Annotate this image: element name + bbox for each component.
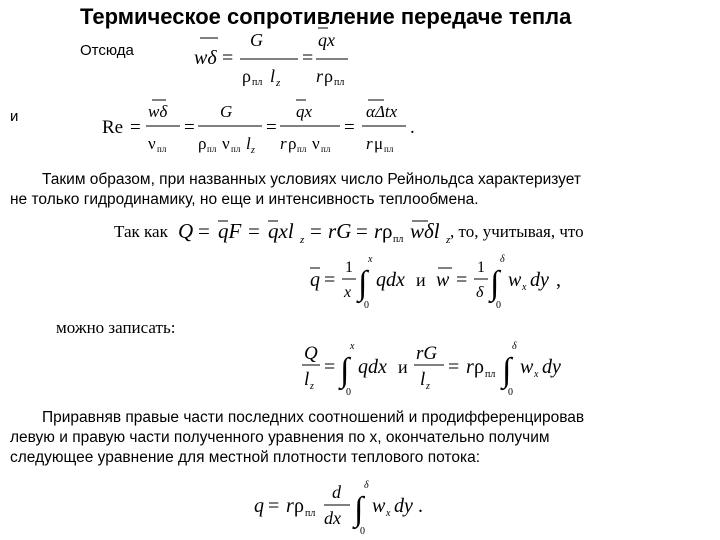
svg-text:x: x — [522, 282, 527, 293]
svg-text:Q: Q — [304, 343, 318, 364]
svg-text:ν: ν — [222, 134, 230, 153]
svg-text:dy: dy — [530, 269, 549, 291]
svg-text:wδl: wδl — [410, 219, 440, 243]
svg-text:=: = — [198, 219, 210, 243]
svg-text:ν: ν — [148, 134, 156, 153]
svg-text:ν: ν — [312, 134, 320, 153]
svg-text:z: z — [276, 77, 281, 89]
svg-text:dy: dy — [394, 495, 413, 517]
svg-text:G: G — [250, 30, 263, 50]
svg-text:δ: δ — [512, 341, 517, 352]
svg-text:=: = — [222, 47, 234, 69]
svg-text:=: = — [268, 495, 280, 517]
svg-text:qx: qx — [318, 30, 335, 50]
svg-text:0: 0 — [508, 387, 513, 398]
svg-text:z: z — [446, 234, 451, 246]
svg-text:пл: пл — [384, 144, 394, 154]
svg-text:ρ: ρ — [474, 356, 484, 378]
svg-text:δ: δ — [500, 254, 505, 265]
svg-text:Q: Q — [178, 219, 194, 243]
svg-text:∫: ∫ — [340, 352, 350, 389]
paragraph-2-line-2: левую и правую части полученного уравнения по x, окончательно получим — [10, 429, 550, 446]
svg-text:ρ: ρ — [288, 134, 297, 153]
svg-text:ρ: ρ — [294, 495, 304, 517]
svg-text:x: x — [534, 369, 539, 380]
svg-text:и: и — [398, 357, 408, 377]
svg-text:μ: μ — [374, 134, 384, 153]
svg-text:q: q — [310, 269, 320, 291]
svg-text:=: = — [344, 117, 355, 138]
formula-2 — [100, 95, 430, 161]
svg-text:z: z — [251, 145, 255, 156]
svg-text:qF: qF — [218, 219, 242, 243]
slide-title: Термическое сопротивление передаче тепла — [80, 4, 572, 29]
paragraph-2 — [10, 408, 715, 468]
svg-text:qdx: qdx — [358, 356, 387, 378]
label-i: и — [10, 108, 19, 125]
paragraph-1-line-1: Таким образом, при названных условиях число Рейнольдса характеризует — [42, 171, 581, 188]
paragraph-2-line-3: следующее уравнение для местной плотности теплового потока: — [10, 449, 481, 466]
svg-text:=: = — [266, 117, 277, 138]
svg-text:=: = — [448, 356, 460, 378]
svg-text:∫: ∫ — [502, 352, 512, 389]
svg-text:0: 0 — [364, 300, 369, 311]
svg-text:dx: dx — [324, 508, 341, 528]
paragraph-1-line-2: не только гидродинамику, но еще и интенсивность теплообмена. — [10, 191, 479, 208]
formula-6 — [250, 476, 460, 540]
svg-text:r: r — [286, 495, 294, 517]
svg-text:.: . — [410, 117, 415, 138]
svg-text:ρ: ρ — [324, 66, 333, 86]
svg-text:=: = — [456, 269, 468, 291]
svg-text:l: l — [304, 369, 310, 390]
svg-text:x: x — [386, 508, 391, 519]
svg-text:Re: Re — [102, 117, 124, 138]
svg-text:пл: пл — [334, 77, 345, 88]
svg-text:wδ: wδ — [194, 47, 217, 69]
svg-text:0: 0 — [360, 526, 365, 537]
svg-text:пл: пл — [207, 144, 217, 154]
svg-text:1: 1 — [477, 259, 485, 276]
svg-text:qdx: qdx — [376, 269, 405, 291]
svg-text:ρ: ρ — [198, 134, 207, 153]
svg-text:qxl: qxl — [268, 219, 294, 243]
svg-text:w: w — [372, 495, 386, 517]
svg-text:r: r — [466, 356, 474, 378]
svg-text:r: r — [366, 134, 373, 153]
formula-5 — [298, 335, 578, 399]
svg-text:=: = — [356, 219, 368, 243]
svg-text:=: = — [302, 47, 314, 69]
svg-text:z: z — [426, 381, 430, 392]
svg-text:пл: пл — [321, 144, 331, 154]
svg-text:wδ: wδ — [148, 102, 168, 121]
svg-text:l: l — [270, 66, 276, 86]
svg-text:qx: qx — [296, 102, 313, 121]
svg-text:δ: δ — [476, 284, 484, 301]
svg-text:∫: ∫ — [354, 491, 364, 528]
svg-text:∫: ∫ — [358, 265, 368, 302]
svg-text:пл: пл — [297, 144, 307, 154]
svg-text:=: = — [310, 219, 322, 243]
svg-text:пл: пл — [231, 144, 241, 154]
svg-text:x: x — [350, 341, 355, 352]
svg-text:0: 0 — [346, 387, 351, 398]
svg-text:G: G — [220, 102, 233, 121]
svg-text:rG: rG — [328, 219, 352, 243]
svg-text:=: = — [130, 117, 141, 138]
svg-text:αΔtx: αΔtx — [366, 102, 398, 121]
svg-text:1: 1 — [345, 259, 353, 276]
svg-text:r: r — [316, 66, 324, 86]
label-otsyuda: Отсюда — [80, 42, 134, 59]
svg-text:=: = — [184, 117, 195, 138]
svg-text:x: x — [344, 284, 352, 301]
svg-text:пл: пл — [393, 234, 404, 245]
svg-text:d: d — [332, 482, 341, 502]
paragraph-2-line-1: Приравняв правые части последних соотношений и продифференцировав — [42, 409, 585, 426]
svg-text:z: z — [300, 234, 305, 246]
svg-text:w: w — [508, 269, 522, 291]
svg-text:rG: rG — [416, 343, 438, 364]
svg-text:x: x — [368, 254, 373, 265]
svg-text:r: r — [280, 134, 287, 153]
svg-text:и: и — [416, 270, 426, 290]
svg-text:l: l — [246, 134, 251, 153]
svg-text:l: l — [420, 369, 426, 390]
svg-text:w: w — [520, 356, 534, 378]
svg-text:r: r — [374, 219, 383, 243]
svg-text:пл: пл — [305, 508, 316, 519]
svg-text:пл: пл — [485, 369, 496, 380]
svg-text:,: , — [556, 269, 561, 291]
svg-text:dy: dy — [542, 356, 561, 378]
formula-4 — [300, 250, 570, 314]
svg-text:∫: ∫ — [490, 265, 500, 302]
svg-text:.: . — [418, 495, 423, 517]
tak-kak-label: Так как — [114, 222, 168, 241]
mozhno-zapisat-label: можно записать: — [56, 318, 176, 337]
svg-text:w: w — [436, 269, 450, 291]
svg-text:=: = — [248, 219, 260, 243]
paragraph-1 — [10, 170, 715, 210]
svg-text:0: 0 — [496, 300, 501, 311]
svg-text:пл: пл — [252, 77, 263, 88]
formula-3 — [176, 212, 466, 248]
svg-text:ρ: ρ — [242, 66, 251, 86]
svg-text:=: = — [324, 269, 336, 291]
svg-text:δ: δ — [364, 480, 369, 491]
to-uchityvaya-label: , то, учитывая, что — [450, 222, 584, 241]
svg-text:ρ: ρ — [382, 219, 393, 243]
svg-text:пл: пл — [157, 144, 167, 154]
svg-text:q: q — [254, 495, 264, 517]
formula-1 — [190, 22, 350, 92]
svg-text:z: z — [310, 381, 314, 392]
svg-text:=: = — [324, 356, 336, 378]
